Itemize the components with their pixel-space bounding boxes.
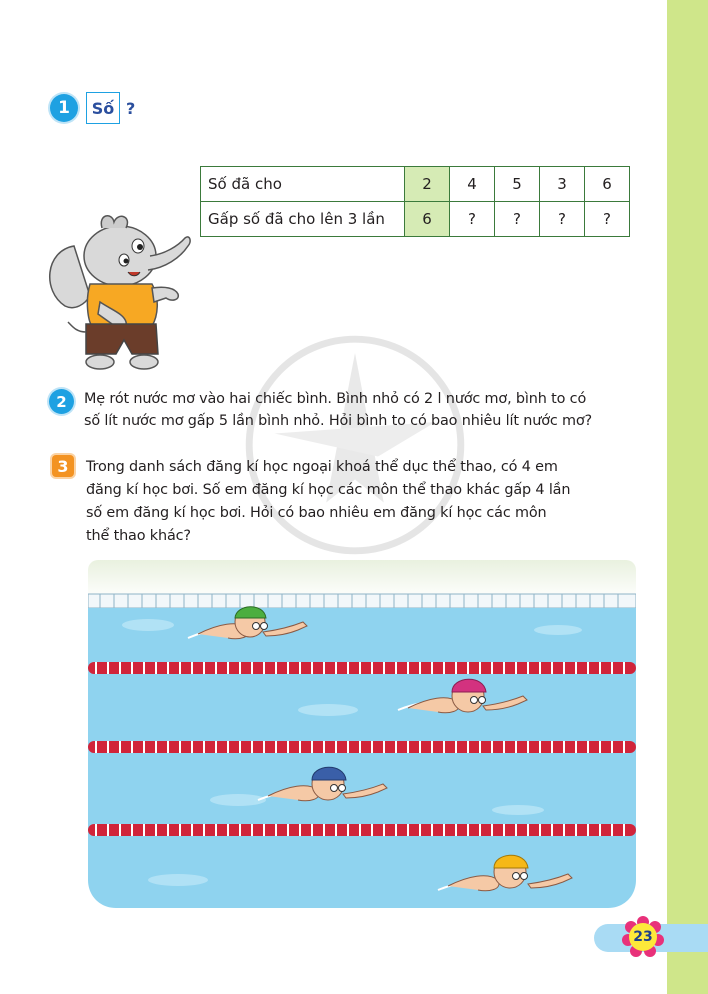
row-header-times-three: Gấp số đã cho lên 3 lần <box>201 202 405 237</box>
answer-cell[interactable]: ? <box>495 202 540 237</box>
exercise-3-line: thể thao khác? <box>86 528 191 544</box>
answer-cell[interactable]: ? <box>450 202 495 237</box>
table-row-given <box>201 167 630 202</box>
exercise-2-number: 2 <box>56 392 67 411</box>
exercise-3-badge <box>52 455 74 477</box>
exercise-2-text <box>84 388 644 432</box>
table-row-times-three <box>201 202 630 237</box>
table-cell: 4 <box>450 167 495 202</box>
elephant-illustration <box>40 206 200 376</box>
exercise-3-line: đăng kí học bơi. Số em đăng kí học các môn thể thao khác gấp 4 lần <box>86 482 571 498</box>
answer-cell[interactable]: ? <box>585 202 630 237</box>
table-cell: 5 <box>495 167 540 202</box>
page-number: 23 <box>633 929 653 945</box>
exercise-2-line: Mẹ rót nước mơ vào hai chiếc bình. Bình nhỏ có 2 l nước mơ, bình to có <box>84 391 587 407</box>
table-cell: 2 <box>405 167 450 202</box>
exercise-3-text <box>86 456 642 548</box>
so-label: Số <box>91 98 115 118</box>
exercise-1-number: 1 <box>58 98 70 118</box>
exercise-3-line: số em đăng kí học bơi. Hỏi có bao nhiêu em đăng kí học các môn <box>86 505 547 521</box>
swimming-pool-illustration <box>88 560 636 908</box>
so-question-mark: ? <box>126 99 136 118</box>
table-cell: 6 <box>585 167 630 202</box>
answer-cell[interactable]: ? <box>540 202 585 237</box>
multiply-table <box>200 166 630 237</box>
table-cell: 6 <box>405 202 450 237</box>
row-header-given: Số đã cho <box>201 167 405 202</box>
table-cell: 3 <box>540 167 585 202</box>
exercise-3-line: Trong danh sách đăng kí học ngoại khoá thể dục thể thao, có 4 em <box>86 459 558 475</box>
exercise-3-number: 3 <box>57 456 69 476</box>
so-label-box <box>86 92 120 124</box>
exercise-1-badge <box>50 94 78 122</box>
exercise-2-badge <box>49 389 74 414</box>
exercise-2-line: số lít nước mơ gấp 5 lần bình nhỏ. Hỏi bình to có bao nhiêu lít nước mơ? <box>84 413 593 429</box>
side-color-band <box>667 0 708 994</box>
